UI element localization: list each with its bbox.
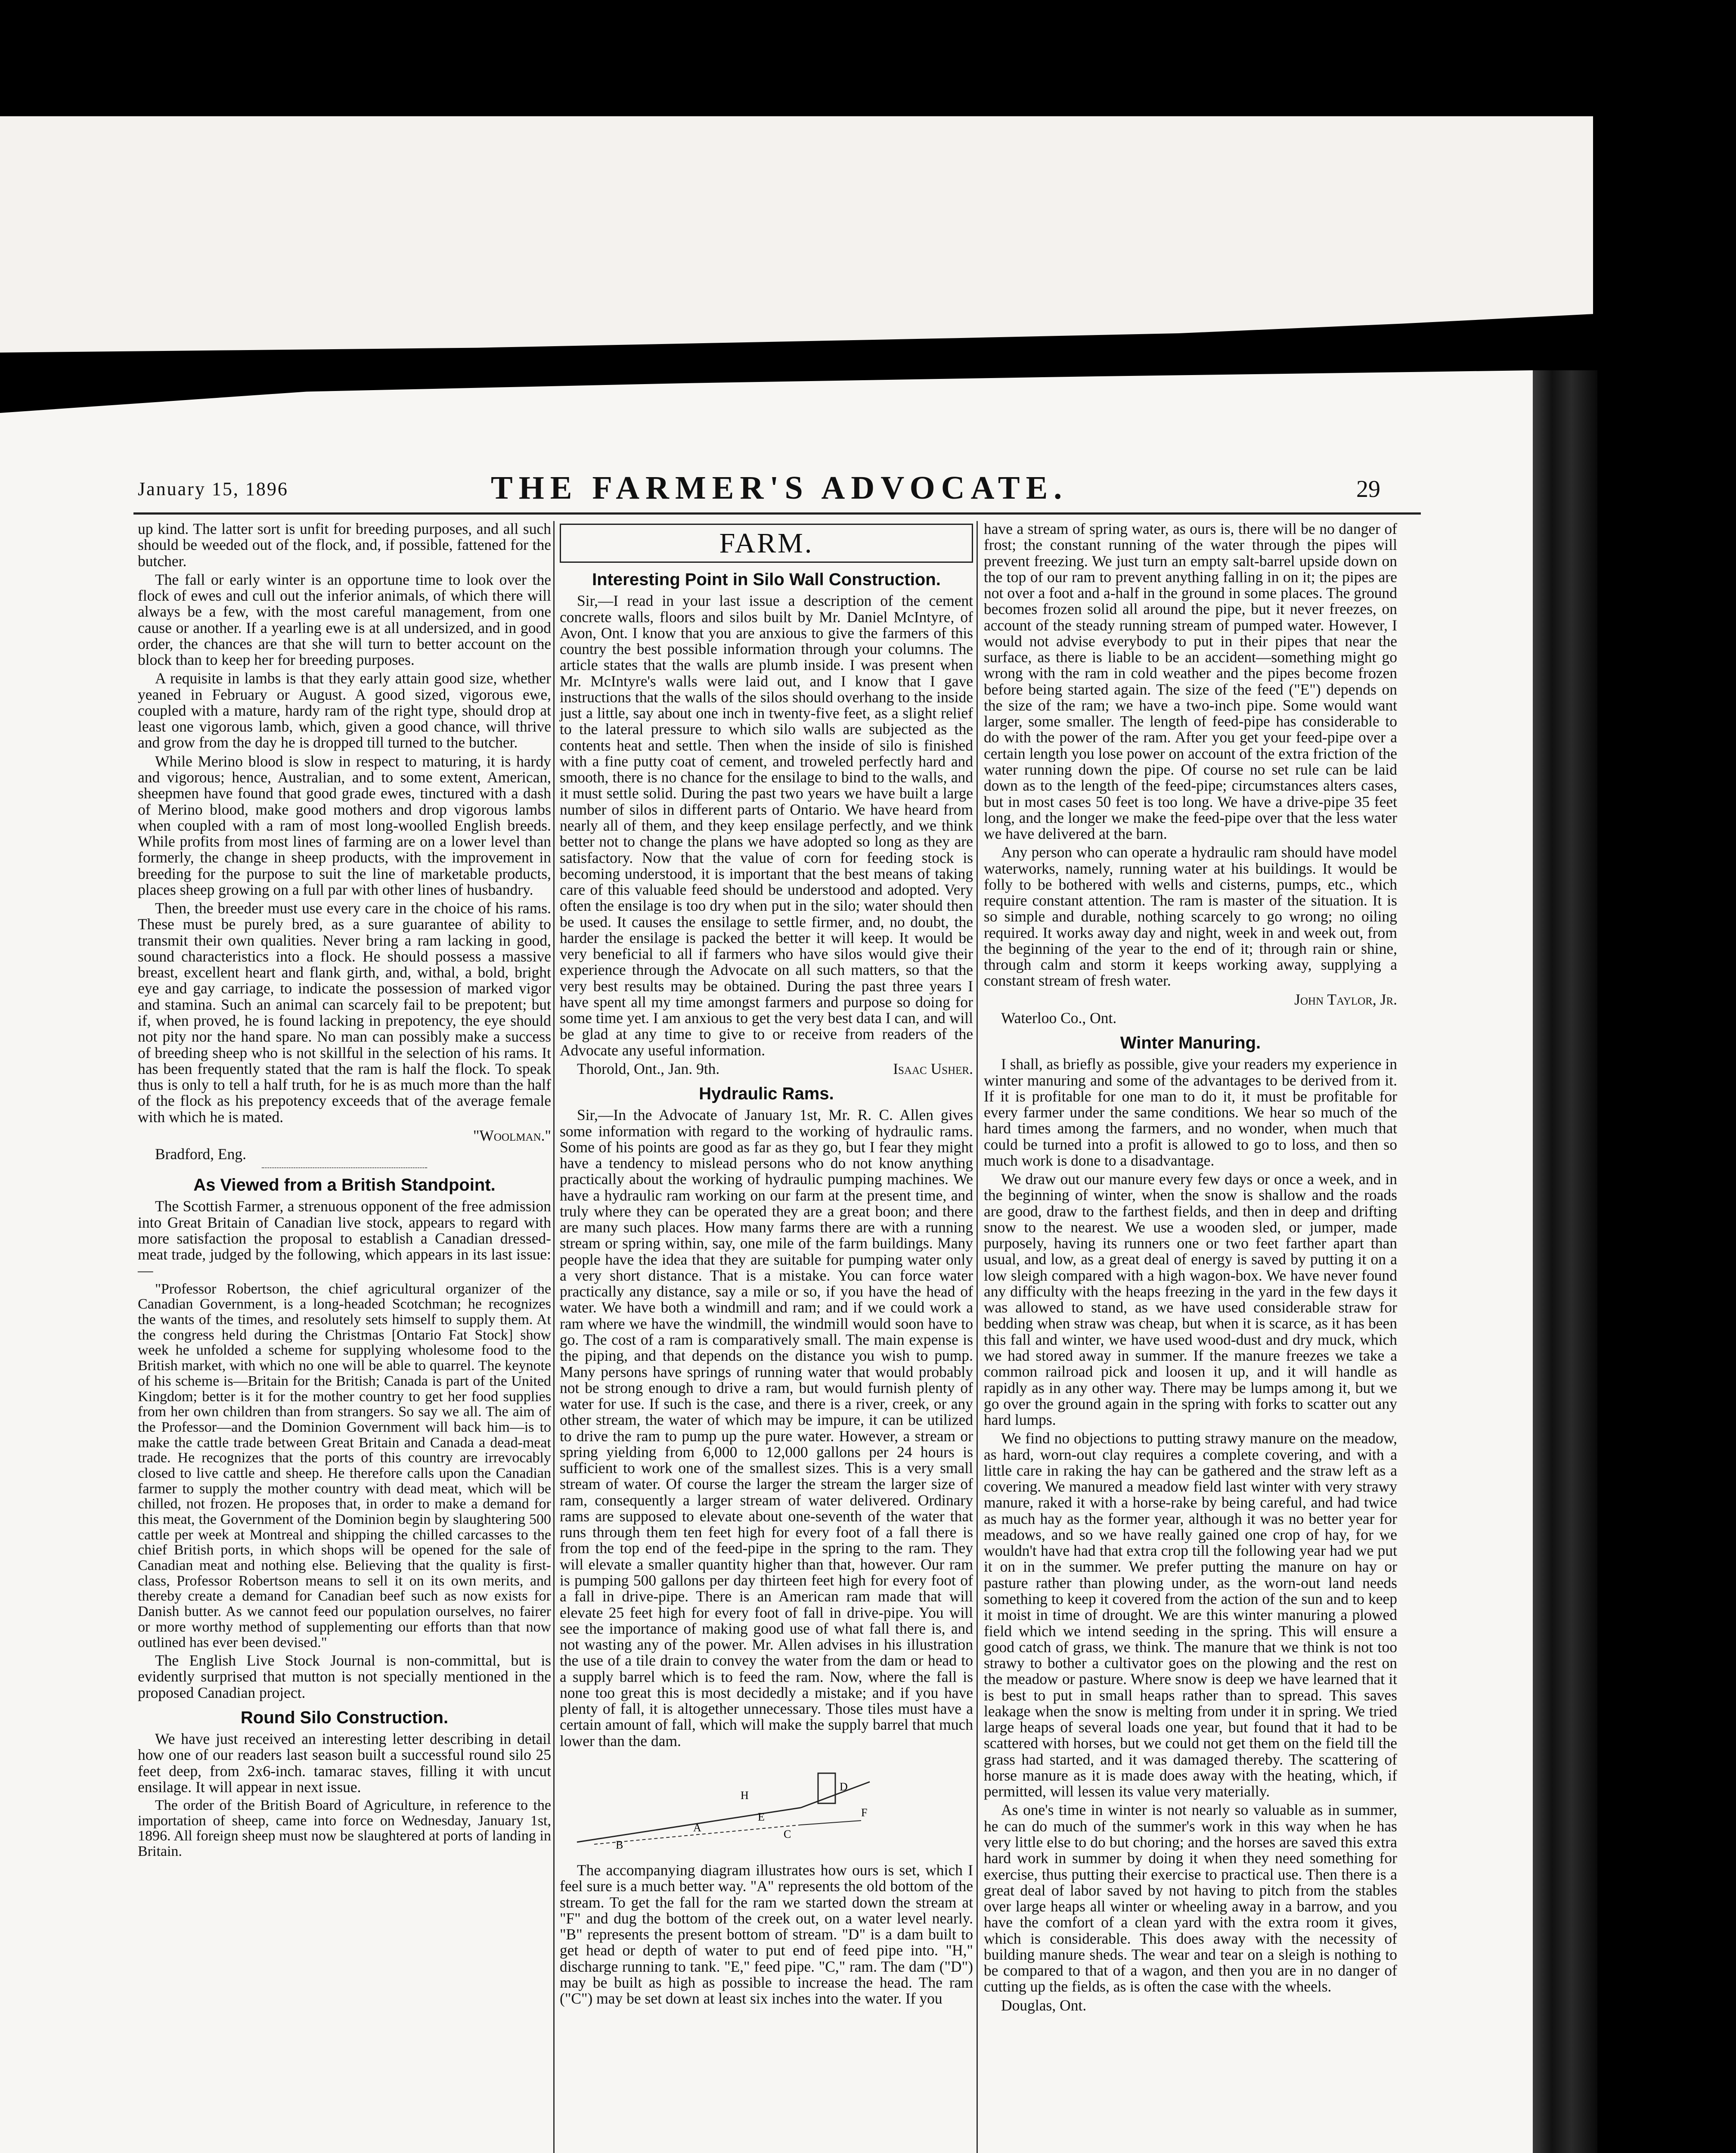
book-binding	[1533, 370, 1597, 2153]
author-signature: Isaac Usher.	[893, 1060, 973, 1077]
diagram-label: H	[741, 1789, 749, 1802]
separator	[262, 1167, 427, 1168]
article-paragraph: Then, the breeder must use every care in the choice of his rams. These must be purely bred, as a sure guarantee of ability to transmit their own qualities. Never bring a ram lacking in good, sound characteristics into a flock. He should possess a massive breast, excellent heart and flank girth, and, withal, a bold, bright eye and gay carriage, to indicate the possession of marked vigor and stamina. Such an animal can scarcely fail to be prepotent; but if, when proved, he is found lacking in prepotency, the eye should not pity nor the hand spare. No man can possibly make a success of breeding sheep who is not skillful in the selection of his rams. It has been frequently stated that the ram is half the flock. To speak thus is only to tell a half truth, for he is as much more than the half of the flock as his prepotency exceeds that of the average female with which he is mated.	[138, 900, 551, 1126]
column-2	[560, 521, 973, 2010]
newspaper-title: THE FARMER'S ADVOCATE.	[491, 470, 1068, 506]
article-heading: Hydraulic Rams.	[699, 1084, 834, 1104]
quoted-paragraph: "Professor Robertson, the chief agricultural organizer of the Canadian Government, is a long-headed Scotchman; he recognizes the wants of the times, and resolutely sets himself to supply them. At the congress held during the Christmas [Ontario Fat Stock] show week he unfolded a scheme for supplying wholesome food to the British market, with which no one will be able to quarrel. The keynote of his scheme is—Britain for the British; Canada is part of the United Kingdom; better is it for the mother country to get her food supplies from her own children than from strangers. So say we all. The aim of the Professor—and the Dominion Government will back him—is to make the cattle trade between Great Britain and Canada a dead-meat trade. He recognizes that the ports of this country are irrevocably closed to live cattle and sheep. He therefore calls upon the Canadian farmer to supply the mother country with dead meat, which will be chilled, not frozen. He proposes that, in order to make a demand for this meat, the Government of the Dominion begin by slaughtering 500 cattle per week at Montreal and shipping the chilled carcasses to the chief British ports, in which shops will be opened for the sale of Canadian meat and nothing else. Believing that the quality is first-class, Professor Robertson means to sell it on its own merits, and thereby create a demand for Canadian beef such as now exists for Danish butter. As we cannot feed our population ourselves, no fairer or more worthy method of supplementing our efforts than that now outlined has ever been devised."	[138, 1281, 551, 1650]
article-paragraph: up kind. The latter sort is unfit for breeding purposes, and all such should be weeded out of the flock, and, if possible, fattened for the butcher.	[138, 520, 551, 570]
dateline: Thorold, Ont., Jan. 9th.	[577, 1060, 720, 1077]
section-heading: FARM.	[560, 524, 973, 563]
article-paragraph: While Merino blood is slow in respect to maturing, it is hardy and vigorous; hence, Australian, and to some extent, American, sheepmen have found that good grade ewes, tinctured with a dash of Merino blood, make good mothers and drop vigorous lambs when coupled with a ram of most long-woolled English breeds. While profits from most lines of farming are on a lower level than formerly, the change in sheep products, with the improvement in breeding for the purpose to suit the line of marketable products, places sheep growing on a full par with other lines of husbandry.	[138, 752, 551, 898]
diagram-label: B	[616, 1838, 623, 1851]
dateline: Douglas, Ont.	[1001, 1996, 1087, 2014]
diagram-label: E	[758, 1810, 765, 1823]
article-paragraph: The English Live Stock Journal is non-committal, but is evidently surprised that mutton is not specially mentioned in the proposed Canadian project.	[138, 1652, 551, 1701]
column-1	[138, 521, 551, 1862]
article-paragraph: The Scottish Farmer, a strenuous opponent of the free admission into Great Britain of Canadian live stock, appears to regard with more satisfaction the proposal to establish a Canadian dressed-meat trade, judged by the following, which appears in its last issue:—	[138, 1197, 551, 1279]
article-paragraph: I shall, as briefly as possible, give your readers my experience in winter manuring and some of the advantages to be derived from it. If it is profitable for one man to do it, it must be profitable for every farmer under the same conditions. We hear so much of the hard times among the farmers, and no wonder, when much that could be turned into a profit is allowed to go to loss, and then so much work is done to a disadvantage.	[984, 1055, 1397, 1169]
article-heading: Winter Manuring.	[1120, 1033, 1261, 1053]
page-number: 29	[1356, 476, 1380, 503]
article-paragraph: The accompanying diagram illustrates how ours is set, which I feel sure is a much better way. "A" represents the old bottom of the stream. To get the fall for the ram we started down the stream at "F" and dug the bottom of the creek out, on a water level nearly. "B" represents the present bottom of stream. "D" is a dam built to get head or depth of water to put end of feed pipe into. "H," discharge running to tank. "E," feed pipe. "C," ram. The dam ("D") may be built as high as possible to increase the head. The ram ("C") may be set down at least six inches into the water. If you	[560, 1861, 973, 2007]
article-heading: Interesting Point in Silo Wall Construction.	[592, 570, 941, 589]
article-paragraph: Sir,—In the Advocate of January 1st, Mr. R. C. Allen gives some information with regard to the working of hydraulic rams. Some of his points are good as far as they go, but I fear they might have a tendency to mislead persons who do not know anything practically about the working of hydraulic pumping machines. We have a hydraulic ram working on our farm at the present time, and truly where they can be operated they are a great boon; and there are many such places. How many farms there are with a running stream or spring within, say, one mile of the farm buildings. Many people have the idea that they are suitable for pumping water only a very short distance. That is a mistake. You can force water practically any distance, say a mile or so, if you have the head of water. We have both a windmill and ram; and if we could work a ram where we have the windmill, the windmill would soon have to go. The cost of a ram is comparatively small. The main expense is the piping, and that depends on the distance you wish to pump. Many persons have springs of running water that would probably not be strong enough to drive a ram, but would furnish plenty of water for use. If such is the case, and there is a river, creek, or any other stream, the water of which may be impure, it can be utilized to drive the ram to pump up the pure water. However, a stream or spring yielding from 6,000 to 12,000 gallons per 24 hours is sufficient to work one of the smallest sizes. This is a very small stream of water. Of course the larger the stream the larger size of ram, consequently a larger stream of water delivered. Ordinary rams are supposed to elevate about one-seventh of the water that runs through them ten feet high for every foot of a fall there is from the top end of the feed-pipe in the spring to the ram. They will elevate a smaller quantity higher than that, however. Our ram is pumping 500 gallons per day thirteen feet high for every foot of a fall in drive-pipe. There is an American ram made that will elevate 25 feet high for every foot of fall in drive-pipe. You will see the importance of making good use of what fall there is, and not wasting any of the power. Mr. Allen advises in his illustration the use of a tile drain to convey the water from the dam or head to a supply barrel which is to feed the ram. Now, where the fall is none too great this is most decidedly a mistake; and if you have plenty of fall, it is altogether unnecessary. Those tiles must have a certain amount of fall, which will make the supply barrel that much lower than the dam.	[560, 1106, 973, 1750]
article-paragraph: The fall or early winter is an opportune time to look over the flock of ewes and cull out the inferior animals, of which there will always be a few, with the most careful management, from one cause or another. If a yearling ewe is at all undersized, and in good order, the chances are that she will turn to better account on the block than to keep her for breeding purposes.	[138, 571, 551, 669]
diagram-label: F	[861, 1806, 868, 1819]
previous-page-strip	[0, 116, 1593, 357]
author-signature: "Woolman."	[473, 1126, 551, 1144]
article-paragraph: We find no objections to putting strawy manure on the meadow, as hard, worn-out clay requires a complete covering, and with a little care in raking the hay can be gathered and the straw left as a covering. We manured a meadow field last winter with very strawy manure, raked it with a horse-rake by being careful, and had twice as much hay as the former year, although it was no better year for meadows, and so we have really gained one crop of hay, for we wouldn't have had that extra crop till the following year had we put it on in the summer. We prefer putting the manure on hay or pasture rather than plowing under, as the worn-out land needs something to keep it covered from the action of the sun and to keep it moist in time of drought. We are this winter manuring a plowed field which we intend seeding in the spring. This will ensure a good catch of grass, we think. The manure that we think is not too strawy to bother a cultivator goes on the plowing and the rest on the meadow or pasture. Where snow is deep we have learned that it is best to put in small heaps rather than to spread. This saves leakage when the snow is melting from under it in spring. We tried large heaps of several loads one year, but found that it had to be scattered with horses, but we could not get them on the field till the grass had started, and it was damaged thereby. The scattering of horse manure as it is made does away with the heating, which, if permitted, will lessen its value very materially.	[984, 1430, 1397, 1800]
diagram-label: A	[693, 1821, 701, 1834]
author-signature: John Taylor, Jr.	[1294, 990, 1397, 1008]
header-rule	[133, 512, 1421, 515]
diagram-label: D	[840, 1780, 848, 1793]
column-rule	[553, 521, 555, 2153]
article-heading: As Viewed from a British Standpoint.	[193, 1176, 496, 1195]
article-paragraph: Sir,—I read in your last issue a description of the cement concrete walls, floors and silos built by Mr. Daniel McIntyre, of Avon, Ont. I know that you are anxious to give the farmers of this country the best possible information through your columns. The article states that the walls are plumb inside. I was present when Mr. McIntyre's walls were laid out, and I know that I gave instructions that the walls of the silos should overhang to the inside just a little, say about one inch in twenty-five feet, as a slight relief to the lateral pressure to which silo walls are subjected as the contents heat and settle. Then when the inside of silo is finished with a fine putty coat of cement, and troweled perfectly hard and smooth, there is no chance for the ensilage to bind to the walls, and it must settle solid. During the past two years we have built a large number of silos in different parts of Ontario. We have heard from nearly all of them, and they keep ensilage perfectly, and we think better not to change the plans we have adopted so long as they are satisfactory. Now that the value of corn for feeding stock is becoming understood, it is important that the best means of taking care of this valuable feed should be understood and adopted. Very often the ensilage is too dry when put in the silo; water should then be used. It causes the ensilage to settle firmer, and, no doubt, the harder the ensilage is packed the better it will keep. It would be very beneficial to all if farmers who have silos would give their experience through the Advocate on all such matters, so that the very best results may be obtained. During the past three years I have spent all my time amongst farmers and purpose so doing for some time yet. I am anxious to get the very best data I can, and will be glad at any time to give to or receive from readers of the Advocate any useful information.	[560, 592, 973, 1059]
article-paragraph: We draw out our manure every few days or once a week, and in the beginning of winter, when the snow is shallow and the roads are good, draw to the farthest fields, and then in deep and drifting snow to the nearest. We use a wooden sled, or jumper, made purposely, having its runners one or two feet farther apart than usual, and low, as a great deal of energy is saved by putting it on a low sleigh compared with a high wagon-box. We have never found any difficulty with the heaps freezing in the yard in the few days it was allowed to stand, as we have used considerable straw for bedding when straw was cheap, but when it is scarce, as it has been this fall and winter, we have used wood-dust and dry muck, which we had stored away in summer. If the manure freezes we take a common railroad pick and loosen it up, and it will handle as rapidly as in any other way. There may be lumps among it, but we go over the ground again in the spring with forks to scatter out any hard lumps.	[984, 1170, 1397, 1429]
article-heading: Round Silo Construction.	[240, 1708, 449, 1727]
article-paragraph: The order of the British Board of Agriculture, in reference to the importation of sheep, came into force on Wednesday, January 1st, 1896. All foreign sheep must now be slaughtered at ports of landing in Britain.	[138, 1797, 551, 1860]
article-paragraph: have a stream of spring water, as ours is, there will be no danger of frost; the constant running of the water through the pipes will prevent freezing. We just turn an empty salt-barrel upside down on the top of our ram to prevent anything falling in on it; the pipes are not over a foot and a-half in the ground in some places. The ground becomes frozen solid all around the pipe, but it never freezes, on account of the steady running stream of pumped water. However, I would not advise everybody to put in their pipes that near the surface, as there is liable to be an accident—something might go wrong with the ram in cold weather and the pipes become frozen before being started again. The size of the feed ("E") depends on the size of the ram; we have a two-inch pipe. Some would want larger, some smaller. The length of feed-pipe has considerable to do with the power of the ram. After you get your feed-pipe over a certain length you lose power on account of the extra friction of the water running down the pipe. Of course no set rule can be laid down as to the length of the feed-pipe; circumstances alters cases, but in most cases 50 feet is too long. We have a drive-pipe 35 feet long, and the longer we make the feed-pipe over that the less water we have delivered at the barn.	[984, 520, 1397, 843]
column-rule	[976, 521, 978, 2153]
issue-date: January 15, 1896	[138, 478, 288, 499]
article-paragraph: A requisite in lambs is that they early attain good size, whether yeaned in February or August. A good sized, vigorous ewe, coupled with a mature, hardy ram of the right type, should drop at least one vigorous lamb, which, given a good chance, will thrive and grow from the day he is dropped till turned to the butcher.	[138, 670, 551, 751]
dateline: Waterloo Co., Ont.	[1001, 1009, 1117, 1027]
column-3	[984, 521, 1397, 2016]
diagram-label: C	[784, 1827, 791, 1840]
dateline: Bradford, Eng.	[155, 1145, 246, 1163]
letter-signoff	[560, 1061, 973, 1077]
page-header	[138, 469, 1429, 504]
hydraulic-ram-diagram	[560, 1756, 973, 1855]
article-paragraph: Any person who can operate a hydraulic ram should have model waterworks, namely, running water at his buildings. It would be folly to be bothered with wells and cisterns, pumps, etc., which require constant attention. The ram is master of the situation. It is so simple and durable, nothing scarcely to go wrong; no oiling required. It works away day and night, week in and week out, from the beginning of the year to the end of it; through rain or shine, through calm and storm it keeps working away, supplying a constant stream of fresh water.	[984, 844, 1397, 990]
article-paragraph: We have just received an interesting letter describing in detail how one of our readers last season built a successful round silo 25 feet deep, from 2x6-inch. tamarac staves, filling it with uncut ensilage. It will appear in next issue.	[138, 1730, 551, 1796]
article-paragraph: As one's time in winter is not nearly so valuable as in summer, he can do much of the summer's work in this way when he has very little else to do but choring; and the horses are saved this extra hard work in summer by doing it when they need something for exercise, thus putting their exercise to practical use. Then there is a great deal of labor saved by not having to pitch from the stables over large heaps all winter or wheeling away in a barrow, and you have the comfort of a clean yard with the extra room it gives, which is considerable. This does away with the necessity of building manure sheds. The wear and tear on a sleigh is nothing to be compared to that of a wagon, and then you are in no danger of cutting up the fields, as is often the case with the wheels.	[984, 1801, 1397, 1995]
